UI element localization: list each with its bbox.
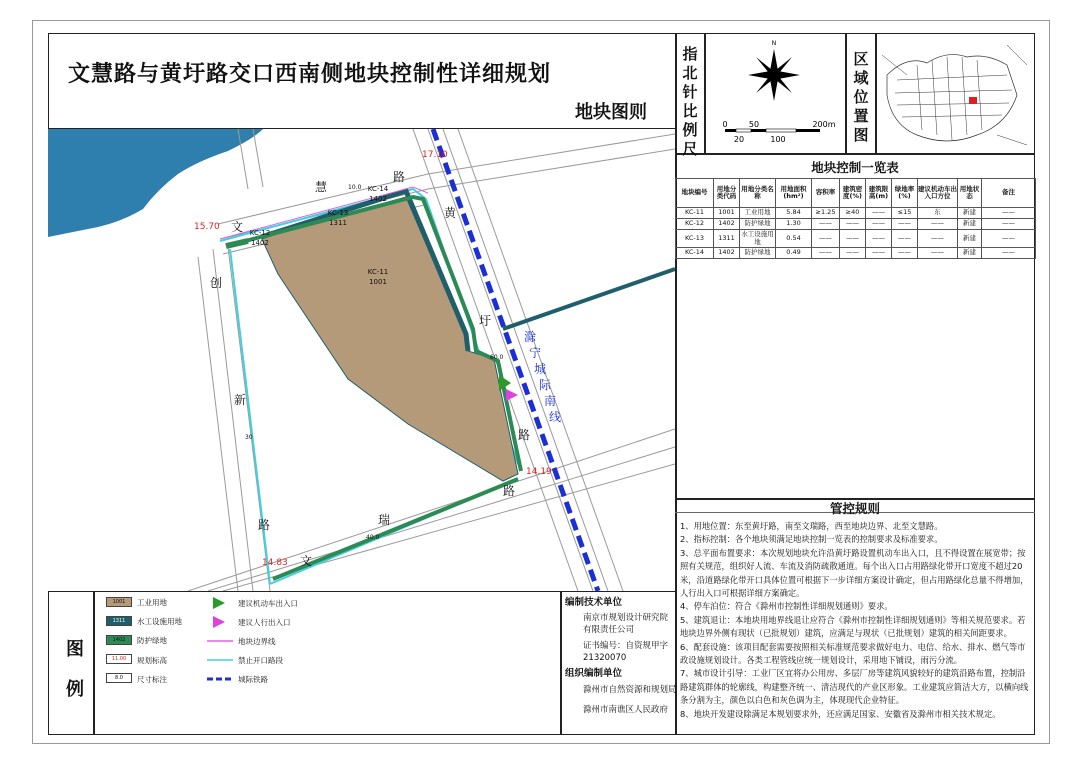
design-unit-label: 编制技术单位 bbox=[565, 597, 623, 608]
legend-label: 禁止开口路段 bbox=[238, 656, 283, 665]
table-cell: 1402 bbox=[714, 248, 740, 259]
table-cell: ≤15 bbox=[892, 208, 918, 219]
legend-swatch: 8.0 bbox=[106, 673, 132, 683]
vehicle-entrance-icon bbox=[213, 597, 225, 609]
road-label: 黄 bbox=[444, 206, 457, 220]
railway-label: 南 bbox=[544, 394, 557, 408]
legend-symbols bbox=[205, 594, 235, 689]
table-cell: —— bbox=[812, 230, 840, 248]
table-cell: —— bbox=[866, 248, 892, 259]
road-label: 路 bbox=[503, 484, 516, 498]
table-header: 用地分类代码 bbox=[714, 179, 740, 208]
table-cell: —— bbox=[840, 248, 866, 259]
parcel-id: KC-13 bbox=[327, 209, 349, 217]
table-header: 建议机动车出入口方位 bbox=[918, 179, 958, 208]
table-header: 绿地率(%) bbox=[892, 179, 918, 208]
table-header-row bbox=[676, 179, 1036, 208]
railway-label: 线 bbox=[549, 410, 562, 424]
legend-title: 图例 bbox=[66, 639, 84, 700]
table-cell: 0.54 bbox=[776, 230, 812, 248]
table-cell: 新建 bbox=[958, 230, 982, 248]
legend-label: 地块边界线 bbox=[238, 637, 276, 646]
table-cell: 1.30 bbox=[776, 219, 812, 230]
elevation-label: 14.19 bbox=[526, 467, 552, 477]
table-cell: 5.84 bbox=[776, 208, 812, 219]
elevation-label: 15.70 bbox=[194, 222, 220, 232]
map-area bbox=[48, 129, 675, 592]
table-header: 建筑密度(%) bbox=[840, 179, 866, 208]
legend-swatch: 1311 bbox=[106, 616, 132, 626]
parcel-code: 1402 bbox=[251, 239, 269, 247]
table-cell: ≥1.25 bbox=[812, 208, 840, 219]
table-cell: —— bbox=[812, 248, 840, 259]
scale-label: 0 bbox=[722, 120, 728, 129]
table-cell: —— bbox=[840, 230, 866, 248]
table-cell: —— bbox=[918, 248, 958, 259]
rule-item: 2、指标控制：各个地块须满足地块控制一览表的控制要求及标准要求。 bbox=[680, 534, 943, 545]
table-row bbox=[676, 208, 1036, 219]
table-cell: —— bbox=[812, 219, 840, 230]
table-row bbox=[676, 230, 1036, 248]
rules-title: 管控规则 bbox=[829, 501, 880, 516]
table-title: 地块控制一览表 bbox=[811, 160, 899, 175]
north-mark: N bbox=[771, 40, 777, 47]
control-table bbox=[675, 178, 1036, 259]
dimension-label: 10.0 bbox=[348, 184, 362, 191]
rule-item: 5、建筑退让：本地块用地界线退让应符合《滁州市控制性详细规划通则》等相关规范要求。若地块边界外侧有现状（已批规划）建筑，应满足与现状（已批规划）建筑的相关间距要求。 bbox=[680, 614, 1026, 639]
legend-units-divider bbox=[560, 591, 562, 735]
table-cell: —— bbox=[892, 248, 918, 259]
table-cell: —— bbox=[892, 230, 918, 248]
location-label: 区域位置图 bbox=[853, 50, 869, 144]
page-title: 文慧路与黄圩路交口西南侧地块控制性详细规划 bbox=[68, 62, 552, 87]
table-cell: —— bbox=[866, 219, 892, 230]
table-row bbox=[676, 219, 1036, 230]
table-cell: 0.49 bbox=[776, 248, 812, 259]
parcel-id: KC-11 bbox=[367, 268, 389, 276]
table-cell: 1001 bbox=[714, 208, 740, 219]
table-cell: —— bbox=[892, 219, 918, 230]
top-panels-divider bbox=[675, 153, 1035, 155]
table-cell: —— bbox=[840, 219, 866, 230]
legend-swatch: 1402 bbox=[106, 635, 132, 645]
table-cell: KC-12 bbox=[676, 219, 714, 230]
table-cell: —— bbox=[918, 230, 958, 248]
table-header: 容积率 bbox=[812, 179, 840, 208]
scale-label: 50 bbox=[748, 120, 760, 129]
table-header: 备注 bbox=[982, 179, 1036, 208]
rule-item: 1、用地位置：东至黄圩路，南至文瑞路，西至地块边界、北至文慧路。 bbox=[680, 521, 943, 531]
table-cell: 1311 bbox=[714, 230, 740, 248]
org-unit: 滁州市自然资源和规划局 bbox=[583, 685, 677, 695]
table-row bbox=[676, 248, 1036, 259]
legend-label: 防护绿地 bbox=[137, 636, 167, 645]
rule-item: 6、配套设施：该项目配套需要按照相关标准规范要求做好电力、电信、给水、排水、燃气等市政设施规划设计。各类工程管线应统一规划设计，采用地下铺设，雨污分流。 bbox=[680, 641, 1026, 666]
table-cell: KC-11 bbox=[676, 208, 714, 219]
page-subtitle: 地块图则 bbox=[575, 102, 647, 123]
panel-divider bbox=[845, 33, 847, 153]
scale-label: 100 bbox=[770, 135, 786, 144]
road-label: 路 bbox=[518, 428, 531, 442]
railway-label: 宁 bbox=[529, 346, 542, 360]
legend-label: 建议机动车出入口 bbox=[238, 599, 298, 608]
railway-label: 际 bbox=[539, 378, 552, 392]
table-cell: 防护绿地 bbox=[740, 248, 776, 259]
dimension-label: 40.0 bbox=[366, 534, 380, 541]
legend-swatch: 11.00 bbox=[106, 654, 132, 664]
right-column-divider bbox=[675, 33, 677, 735]
road-label: 文 bbox=[231, 220, 244, 234]
legend-label: 规划标高 bbox=[137, 656, 167, 665]
table-cell: KC-14 bbox=[676, 248, 714, 259]
road-label: 瑞 bbox=[378, 513, 391, 527]
certificate: 证书编号：自资规甲字21320070 bbox=[583, 641, 669, 663]
rule-item: 3、总平面布置要求：本次规划地块允许沿黄圩路设置机动车出入口，且不得设置在展宽带；按照有关规范，组织好人流、车流及消防疏散通道。每个出入口占用路绿化带开口宽度不超过20米，沿道路绿化带开口具体位置可根据下一步详细方案设计确定，但占用路绿化总量不得增加，人行出入口可根据详细方案确定。 bbox=[680, 547, 1029, 599]
table-cell: 1402 bbox=[714, 219, 740, 230]
legend-title-divider bbox=[93, 591, 95, 735]
elevation-label: 17.10 bbox=[422, 150, 448, 160]
road-label: 慧 bbox=[315, 180, 328, 194]
dimension-label: 60.0 bbox=[490, 354, 504, 361]
parcel-code: 1402 bbox=[369, 195, 387, 203]
north-scale-label: 指北针比例尺 bbox=[682, 45, 698, 158]
table-cell: 新建 bbox=[958, 208, 982, 219]
location-map bbox=[877, 35, 1033, 152]
scale-label: 20 bbox=[733, 135, 745, 144]
road-label: 创 bbox=[210, 276, 223, 290]
table-cell: —— bbox=[982, 230, 1036, 248]
pedestrian-entrance-icon bbox=[213, 616, 225, 628]
table-cell: —— bbox=[982, 248, 1036, 259]
legend-label: 建议人行出入口 bbox=[238, 618, 291, 627]
table-cell: 防护绿地 bbox=[740, 219, 776, 230]
table-header: 用地分类名称 bbox=[740, 179, 776, 208]
parcel-id: KC-12 bbox=[249, 229, 271, 237]
rules-list bbox=[680, 520, 1030, 721]
table-cell: —— bbox=[866, 230, 892, 248]
rule-item: 4、停车泊位：符合《滁州市控制性详细规划通则》要求。 bbox=[680, 601, 893, 612]
rule-item: 8、地块开发建设除满足本规划要求外，还应满足国家、安徽省及滁州市相关技术规定。 bbox=[680, 708, 1001, 719]
table-cell: 东 bbox=[918, 208, 958, 219]
table-cell: ≥40 bbox=[840, 208, 866, 219]
scale-label: 200m bbox=[812, 120, 836, 129]
location-marker bbox=[969, 97, 977, 104]
road-label: 路 bbox=[393, 170, 406, 184]
table-cell: KC-13 bbox=[676, 230, 714, 248]
legend-label: 城际铁路 bbox=[238, 675, 268, 684]
parcel-code: 1311 bbox=[329, 219, 347, 227]
org-unit: 滁州市南谯区人民政府 bbox=[583, 705, 669, 715]
table-cell: 新建 bbox=[958, 219, 982, 230]
legend-label: 水工设施用地 bbox=[137, 617, 182, 626]
railway-label: 滁 bbox=[524, 330, 537, 344]
table-cell: —— bbox=[982, 208, 1036, 219]
rule-item: 7、城市设计引导：工业厂区宜将办公用房、多层厂房等建筑风貌较好的建筑沿路布置，控制沿路建筑群体的轮廓线，构建整齐统一、清洁现代的产业区形象。工业建筑应简洁大方，以横向线条分割为主，颜色以白色和灰色调为主，体现现代企业特征。 bbox=[680, 668, 1029, 706]
table-cell: —— bbox=[982, 219, 1036, 230]
parcel-id: KC-14 bbox=[367, 185, 389, 193]
road-label: 圩 bbox=[479, 314, 492, 328]
road-label: 新 bbox=[234, 393, 247, 407]
elevation-label: 14.83 bbox=[262, 558, 288, 568]
legend-swatch: 1001 bbox=[106, 597, 132, 607]
legend-label: 尺寸标注 bbox=[137, 675, 167, 684]
table-header: 建筑限高(m) bbox=[866, 179, 892, 208]
table-header: 用地状态 bbox=[958, 179, 982, 208]
table-header: 地块编号 bbox=[676, 179, 714, 208]
dimension-label: 30 bbox=[245, 434, 253, 441]
road-label: 文 bbox=[300, 554, 313, 568]
table-cell: 新建 bbox=[958, 248, 982, 259]
table-header: 用地面积(hm²) bbox=[776, 179, 812, 208]
north-arrow-icon bbox=[706, 35, 844, 152]
org-unit-label: 组织编制单位 bbox=[565, 668, 623, 679]
road-label: 路 bbox=[258, 518, 271, 532]
table-cell: 工业用地 bbox=[740, 208, 776, 219]
table-cell: —— bbox=[918, 219, 958, 230]
legend-label: 工业用地 bbox=[137, 598, 167, 607]
railway-label: 城 bbox=[534, 362, 547, 376]
table-cell: —— bbox=[866, 208, 892, 219]
parcel-code: 1001 bbox=[369, 278, 387, 286]
table-cell: 水工设施用地 bbox=[741, 230, 774, 246]
design-unit: 南京市规划设计研究院有限责任公司 bbox=[583, 613, 669, 635]
